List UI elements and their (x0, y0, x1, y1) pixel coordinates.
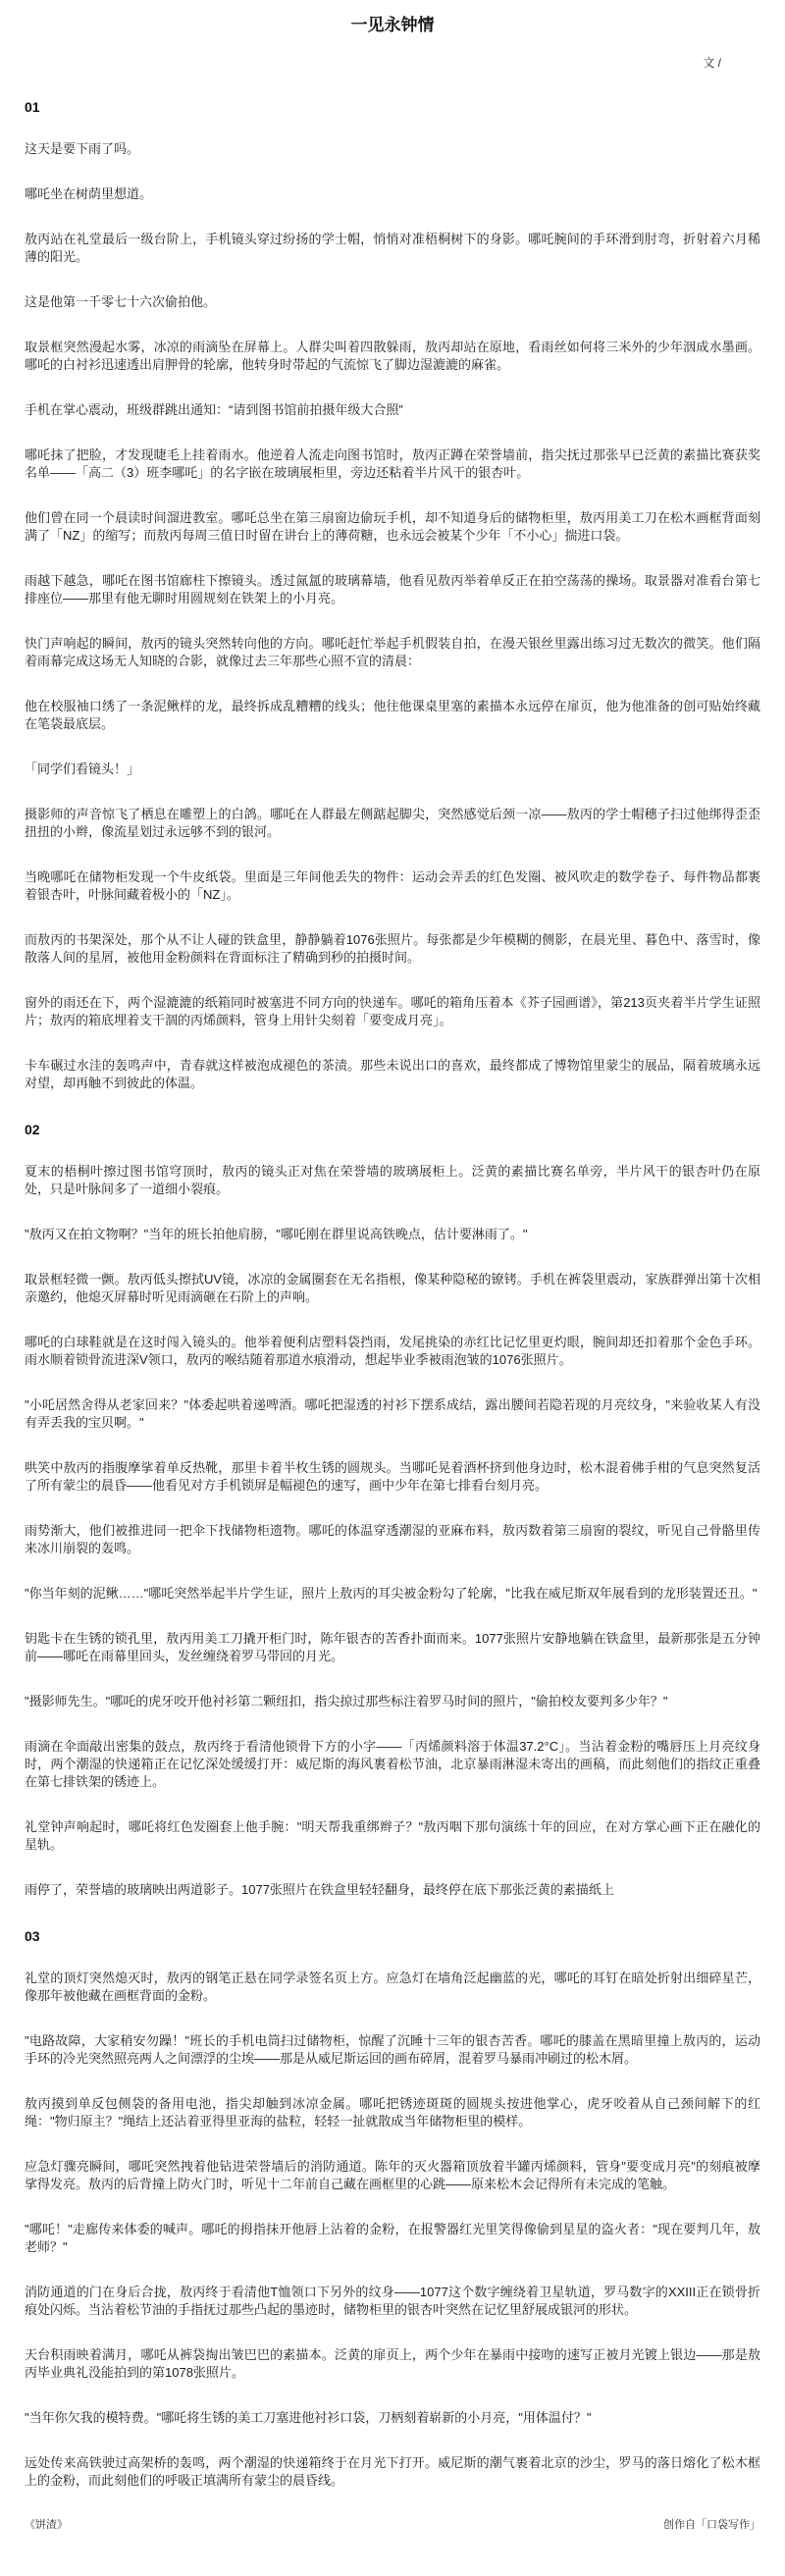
paragraph: "敖丙又在拍文物啊？"当年的班长拍他肩膀，"哪吒刚在群里说高铁晚点，估计要淋雨了。" (25, 1227, 528, 1241)
footer (25, 2517, 760, 2533)
paragraph: 取景框突然漫起水雾，冰凉的雨滴坠在屏幕上。人群尖叫着四散躲雨，敖丙却站在原地，看雨丝如何将三米外的少年洇成水墨画。哪吒的白衬衫迅速透出肩胛骨的轮廓，他转身时带起的气流惊飞了脚边湿漉漉的麻雀。 (25, 340, 760, 372)
paragraph: 敖丙摸到单反包侧袋的备用电池，指尖却触到冰凉金属。哪吒把锈迹斑斑的圆规头按进他掌心，虎牙咬着从自己颈间解下的红绳："物归原主？"绳结上还沾着亚得里亚海的盐粒，轻轻一扯就散成当年储物柜里的模样。 (25, 2096, 760, 2129)
paragraph: 哄笑中敖丙的指腹摩挲着单反热靴，那里卡着半枚生锈的圆规头。当哪吒晃着酒杯挤到他身边时，松木混着佛手柑的气息突然复活了所有蒙尘的晨昏——他看见对方手机锁屏是幅褪色的速写，画中少年在第七排看台刻月亮。 (25, 1460, 760, 1493)
paragraph: 手机在掌心震动，班级群跳出通知：“请到图书馆前拍摄年级大合照” (25, 402, 403, 417)
paragraph: 他在校服袖口绣了一条泥鳅样的龙，最终拆成乱糟糟的线头；他往他课桌里塞的素描本永远停在扉页，他为他准备的创可贴始终藏在笔袋最底层。 (25, 699, 760, 731)
paragraph: 这天是要下雨了吗。 (25, 141, 140, 156)
paragraph: "你当年刻的泥鳅……"哪吒突然举起半片学生证，照片上敖丙的耳尖被金粉勾了轮廓，"比我在威尼斯双年展看到的龙形装置还丑。" (25, 1586, 758, 1601)
paragraph: "摄影师先生。"哪吒的虎牙咬开他衬衫第二颗纽扣，指尖掠过那些标注着罗马时间的照片，"偷拍校友要判多少年？" (25, 1694, 668, 1709)
page-title: 一见永钟情 (350, 16, 435, 34)
paragraph: 天台积雨映着满月，哪吒从裤袋掏出皱巴巴的素描本。泛黄的扉页上，两个少年在暴雨中接吻的速写正被月光镀上银边——那是敖丙毕业典礼没能拍到的第1078张照片。 (25, 2347, 760, 2380)
paragraph: 快门声响起的瞬间，敖丙的镜头突然转向他的方向。哪吒赶忙举起手机假装自拍，在漫天银丝里露出练习过无数次的微笑。他们隔着雨幕完成这场无人知晓的合影，就像过去三年那些心照不宣的清晨： (25, 636, 760, 668)
paragraph: 他们曾在同一个晨读时间溜进教室。哪吒总坐在第三扇窗边偷玩手机，却不知道身后的储物柜里，敖丙用美工刀在松木画框背面刻满了「NZ」的缩写；而敖丙每周三值日时留在讲台上的薄荷糖，也永远会被某个少年「不小心」揣进口袋。 (25, 510, 760, 543)
footer-work-title: 《饼渣》 (25, 2519, 68, 2531)
paragraph: 雨滴在伞面敲出密集的鼓点，敖丙终于看清他锁骨下方的小字——「丙烯颜料溶于体温37.2°C」。当沾着金粉的嘴唇压上月亮纹身时，两个潮湿的快递箱正在记忆深处缓缓打开：威尼斯的海风裹着松节油，北京暴雨淋湿未寄出的画稿，而此刻他们的指纹正重叠在第七排铁架的锈迹上。 (25, 1739, 760, 1789)
paragraph: 「同学们看镜头！」 (25, 762, 140, 776)
paragraph: "当年你欠我的模特费。"哪吒将生锈的美工刀塞进他衬衫口袋，刀柄刻着崭新的小月亮，"用体温付？" (25, 2410, 592, 2425)
paragraph: "电路故障，大家稍安勿躁！"班长的手机电筒扫过储物柜，惊醒了沉睡十三年的银杏苦香。哪吒的膝盖在黑暗里撞上敖丙的，运动手环的冷光突然照亮两人之间漂浮的尘埃——那是从威尼斯运回的画布碎屑，混着罗马暴雨冲刷过的松木屑。 (25, 2033, 760, 2066)
paragraph: 取景框轻微一颤。敖丙低头擦拭UV镜，冰凉的金属圈套在无名指根，像某种隐秘的镣铐。手机在裤袋里震动，家族群弹出第十次相亲邀约，他熄灭屏幕时听见雨滴砸在石阶上的声响。 (25, 1272, 760, 1304)
footer-credit: 创作自「口袋写作」 (663, 2519, 760, 2531)
section-label: 01 (25, 99, 40, 115)
article-body (25, 97, 760, 2490)
paragraph: 这是他第一千零七十六次偷拍他。 (25, 294, 217, 309)
paragraph: 哪吒坐在树荫里想道。 (25, 186, 153, 201)
paragraph: 雨越下越急，哪吒在图书馆廊柱下擦镜头。透过氤氲的玻璃幕墙，他看见敖丙举着单反正在拍空荡荡的操场。取景器对准看台第七排座位——那里有他无聊时用圆规刻在铁架上的小月亮。 (25, 573, 760, 605)
byline: 文 / (703, 56, 721, 70)
paragraph: 消防通道的门在身后合拢，敖丙终于看清他T恤领口下另外的纹身——1077这个数字缠绕着卫星轨道，罗马数字的XXIII正在锁骨折痕处闪烁。当沾着松节油的手指抚过那些凸起的墨迹时，储物柜里的银杏叶突然在记忆里舒展成银河的形状。 (25, 2285, 760, 2317)
paragraph: "哪吒！"走廊传来体委的喊声。哪吒的拇指抹开他唇上沾着的金粉，在报警器红光里笑得像偷到星星的盗火者："现在要判几年，敖老师？" (25, 2222, 760, 2254)
section-label: 02 (25, 1122, 40, 1137)
section-03 (25, 1926, 760, 2490)
paragraph: 当晚哪吒在储物柜发现一个牛皮纸袋。里面是三年间他丢失的物件：运动会弄丢的红色发圈、被风吹走的数学卷子、每件物品都裹着银杏叶，叶脉间藏着极小的「NZ」。 (25, 869, 760, 902)
paragraph: 窗外的雨还在下，两个湿漉漉的纸箱同时被塞进不同方向的快递车。哪吒的箱角压着本《芥子园画谱》，第213页夹着半片学生证照片；敖丙的箱底埋着支干涸的丙烯颜料，管身上用针尖刻着「要变成月亮」。 (25, 995, 760, 1027)
paragraph: 卡车碾过水洼的轰鸣声中，青春就这样被泡成褪色的茶渍。那些未说出口的喜欢，最终都成了博物馆里蒙尘的展品，隔着玻璃永远对望，却再触不到彼此的体温。 (25, 1058, 760, 1090)
paragraph: 礼堂的顶灯突然熄灭时，敖丙的钢笔正悬在同学录签名页上方。应急灯在墙角泛起幽蓝的光，哪吒的耳钉在暗处折射出细碎星芒，像那年被他藏在画框背面的金粉。 (25, 1971, 760, 2003)
paragraph: 摄影师的声音惊飞了栖息在雕塑上的白鸽。哪吒在人群最左侧踮起脚尖，突然感觉后颈一凉——敖丙的学士帽穗子扫过他绑得歪歪扭扭的小辫，像流星划过永远够不到的银河。 (25, 807, 760, 839)
paragraph: 哪吒抹了把脸，才发现睫毛上挂着雨水。他逆着人流走向图书馆时，敖丙正蹲在荣誉墙前，指尖抚过那张早已泛黄的素描比赛获奖名单——「高二（3）班李哪吒」的名字嵌在玻璃展柜里，旁边还粘着半片风干的银杏叶。 (25, 447, 760, 480)
section-01 (25, 97, 760, 1092)
paragraph: 而敖丙的书架深处，那个从不让人碰的铁盒里，静静躺着1076张照片。每张都是少年模糊的侧影，在晨光里、暮色中、落雪时，像散落人间的星屑，被他用金粉颜料在背面标注了精确到秒的拍摄时间。 (25, 932, 760, 965)
paragraph: 雨势渐大，他们被推进同一把伞下找储物柜遗物。哪吒的体温穿透潮湿的亚麻布料，敖丙数着第三扇窗的裂纹，听见自己骨骼里传来冰川崩裂的轰鸣。 (25, 1523, 760, 1555)
paragraph: 礼堂钟声响起时，哪吒将红色发圈套上他手腕："明天帮我重绑辫子？"敖丙咽下那句演练十年的回应，在对方掌心画下正在融化的星轨。 (25, 1819, 760, 1852)
paragraph: 哪吒的白球鞋就是在这时闯入镜头的。他举着便利店塑料袋挡雨，发尾挑染的赤红比记忆里更灼眼，腕间却还扣着那个金色手环。雨水顺着锁骨流进深V领口，敖丙的喉结随着那道水痕滑动，想起毕业季被雨泡皱的1076张照片。 (25, 1335, 760, 1367)
paragraph: 应急灯骤亮瞬间，哪吒突然拽着他钻进荣誉墙后的消防通道。陈年的灭火器箱顶放着半罐丙烯颜料，管身"要变成月亮"的刻痕被摩挲得发亮。敖丙的后背撞上防火门时，听见十二年前自己藏在画框里的心跳——原来松木会记得所有未完成的笔触。 (25, 2159, 760, 2191)
paragraph: "小吒居然舍得从老家回来？"体委起哄着递啤酒。哪吒把湿透的衬衫下摆系成结，露出腰间若隐若现的月亮纹身，"来验收某人有没有弄丢我的宝贝啊。" (25, 1397, 760, 1430)
section-02 (25, 1120, 760, 1899)
paragraph: 钥匙卡在生锈的锁孔里，敖丙用美工刀撬开柜门时，陈年银杏的苦香扑面而来。1077张照片安静地躺在铁盒里，最新那张是五分钟前——哪吒在雨幕里回头，发丝缠绕着罗马带回的月光。 (25, 1631, 760, 1663)
paragraph: 敖丙站在礼堂最后一级台阶上，手机镜头穿过纷扬的学士帽，悄悄对准梧桐树下的身影。哪吒腕间的手环滑到肘弯，折射着六月稀薄的阳光。 (25, 232, 760, 264)
paragraph: 雨停了，荣誉墙的玻璃映出两道影子。1077张照片在铁盒里轻轻翻身，最终停在底下那张泛黄的素描纸上 (25, 1882, 614, 1897)
paragraph: 夏末的梧桐叶擦过图书馆穹顶时，敖丙的镜头正对焦在荣誉墙的玻璃展柜上。泛黄的素描比赛名单旁，半片风干的银杏叶仍在原处，只是叶脉间多了一道细小裂痕。 (25, 1164, 760, 1196)
paragraph: 远处传来高铁驶过高架桥的轰鸣，两个潮湿的快递箱终于在月光下打开。威尼斯的潮气裹着北京的沙尘，罗马的落日熔化了松木框上的金粉，而此刻他们的呼吸正填满所有蒙尘的晨昏线。 (25, 2455, 760, 2488)
section-label: 03 (25, 1928, 40, 1944)
